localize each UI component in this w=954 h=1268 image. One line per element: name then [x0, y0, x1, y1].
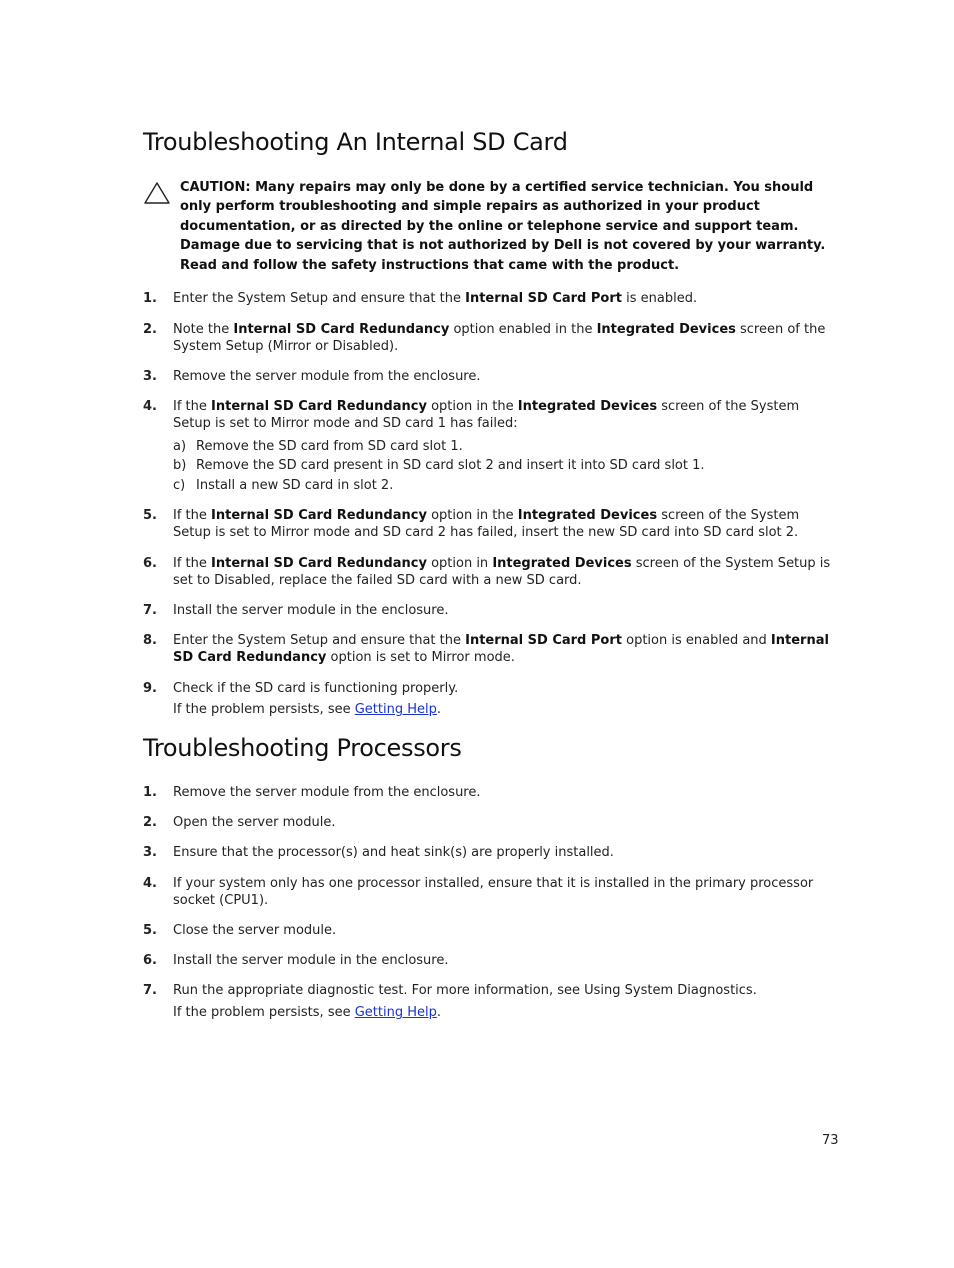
step-number: 4. [143, 876, 157, 891]
step-text [173, 368, 833, 385]
sub-step-text: Remove the SD card from SD card slot 1. [196, 439, 463, 454]
page-number: 73 [822, 1133, 839, 1148]
step-text-part: screen of the System Setup is set to Mirror mode and SD card 2 has failed, insert the new SD card into SD card slot 2. [173, 508, 800, 540]
ui-term: Internal SD Card Redundancy [173, 633, 829, 665]
step-text [173, 398, 833, 432]
step-text-part: Enter the System Setup and ensure that the [173, 291, 466, 306]
step-text-part: Install the server module in the enclosure. [173, 953, 449, 968]
ui-term: Integrated Devices [517, 399, 658, 414]
step-number: 3. [143, 369, 157, 384]
ui-term: Integrated Devices [492, 556, 632, 571]
step-text [173, 602, 833, 619]
step-number: 2. [143, 322, 157, 337]
step-text-part: If the [173, 399, 212, 414]
step-text-part: Enter the System Setup and ensure that the [173, 633, 466, 648]
step-text-part: Run the appropriate diagnostic test. For more information, see Using System Diagnostics. [173, 983, 757, 998]
step-text [173, 922, 833, 939]
getting-help-link-2[interactable]: Getting Help [354, 1005, 437, 1020]
step-text [173, 844, 833, 861]
sub-step-label: b) [173, 458, 187, 473]
step-text-part: option in the [426, 508, 518, 523]
step-number: 6. [143, 556, 157, 571]
ui-term: Integrated Devices [596, 322, 736, 337]
step-text [173, 632, 833, 666]
step-number: 2. [143, 815, 157, 830]
caution-triangle-icon [143, 181, 171, 205]
step-text [173, 507, 833, 541]
step-text-part: is enabled. [621, 291, 698, 306]
step-number: 5. [143, 923, 157, 938]
sub-step-text: Install a new SD card in slot 2. [196, 478, 394, 493]
step-text [173, 680, 833, 697]
section-title-processors: Troubleshooting Processors [143, 734, 462, 762]
step-number: 4. [143, 399, 157, 414]
step-text [173, 555, 833, 589]
step-text-part: Remove the server module from the enclosure. [173, 785, 481, 800]
step-text [173, 814, 833, 831]
step-text [173, 952, 833, 969]
section-title-sd-card: Troubleshooting An Internal SD Card [143, 128, 568, 156]
step-text-part: screen of the System Setup is set to Disabled, replace the failed SD card with a new SD card. [173, 556, 831, 588]
problem-persists-note-1: If the problem persists, see Getting Help. [173, 702, 442, 717]
step-text-part: If the [173, 556, 212, 571]
step-text [173, 290, 833, 307]
step-number: 1. [143, 785, 157, 800]
problem-persists-note-2: If the problem persists, see Getting Help. [173, 1005, 442, 1020]
step-text-part: Note the [173, 322, 234, 337]
step-text [173, 982, 833, 999]
step-number: 7. [143, 603, 157, 618]
step-text-part: option is set to Mirror mode. [326, 650, 515, 665]
step-text [173, 784, 833, 801]
ui-term: Internal SD Card Port [465, 291, 622, 306]
step-number: 6. [143, 953, 157, 968]
sub-step-label: c) [173, 478, 186, 493]
step-number: 9. [143, 681, 157, 696]
step-text-part: screen of the System Setup is set to Mirror mode and SD card 1 has failed: [173, 399, 800, 431]
step-text-part: If the [173, 508, 212, 523]
step-text-part: Ensure that the processor(s) and heat sink(s) are properly installed. [173, 845, 614, 860]
step-text-part: option in the [426, 399, 518, 414]
step-number: 1. [143, 291, 157, 306]
step-text-part: option in [426, 556, 493, 571]
sub-step-text: Remove the SD card present in SD card slot 2 and insert it into SD card slot 1. [196, 458, 705, 473]
step-number: 3. [143, 845, 157, 860]
step-text-part: option enabled in the [449, 322, 597, 337]
step-text-part: Remove the server module from the enclosure. [173, 369, 481, 384]
step-text [173, 875, 833, 909]
step-number: 7. [143, 983, 157, 998]
ui-term: Internal SD Card Redundancy [211, 556, 427, 571]
ui-term: Internal SD Card Redundancy [211, 399, 427, 414]
getting-help-link-1[interactable]: Getting Help [354, 702, 437, 717]
step-text-part: Check if the SD card is functioning properly. [173, 681, 459, 696]
ui-term: Internal SD Card Redundancy [211, 508, 427, 523]
ui-term: Internal SD Card Port [465, 633, 622, 648]
step-text-part: option is enabled and [621, 633, 771, 648]
caution-text: CAUTION: Many repairs may only be done by a certified service technician. You should only perform troubleshooting and simple repairs as authorized in your product documentation, or as directed by the online or telephone service and support team. Damage due to servicing that is not authorized by Dell is not covered by your warranty. Read and follow the safety instructions that came with the product. [180, 180, 826, 273]
step-text-part: screen of the System Setup (Mirror or Disabled). [173, 322, 826, 354]
sub-step-label: a) [173, 439, 187, 454]
step-number: 5. [143, 508, 157, 523]
ui-term: Integrated Devices [517, 508, 658, 523]
step-text-part: If your system only has one processor installed, ensure that it is installed in the primary processor socket (CPU1). [173, 876, 814, 908]
ui-term: Internal SD Card Redundancy [233, 322, 450, 337]
step-number: 8. [143, 633, 157, 648]
step-text [173, 321, 833, 355]
step-text-part: Install the server module in the enclosure. [173, 603, 449, 618]
step-text-part: Close the server module. [173, 923, 337, 938]
step-text-part: Open the server module. [173, 815, 336, 830]
